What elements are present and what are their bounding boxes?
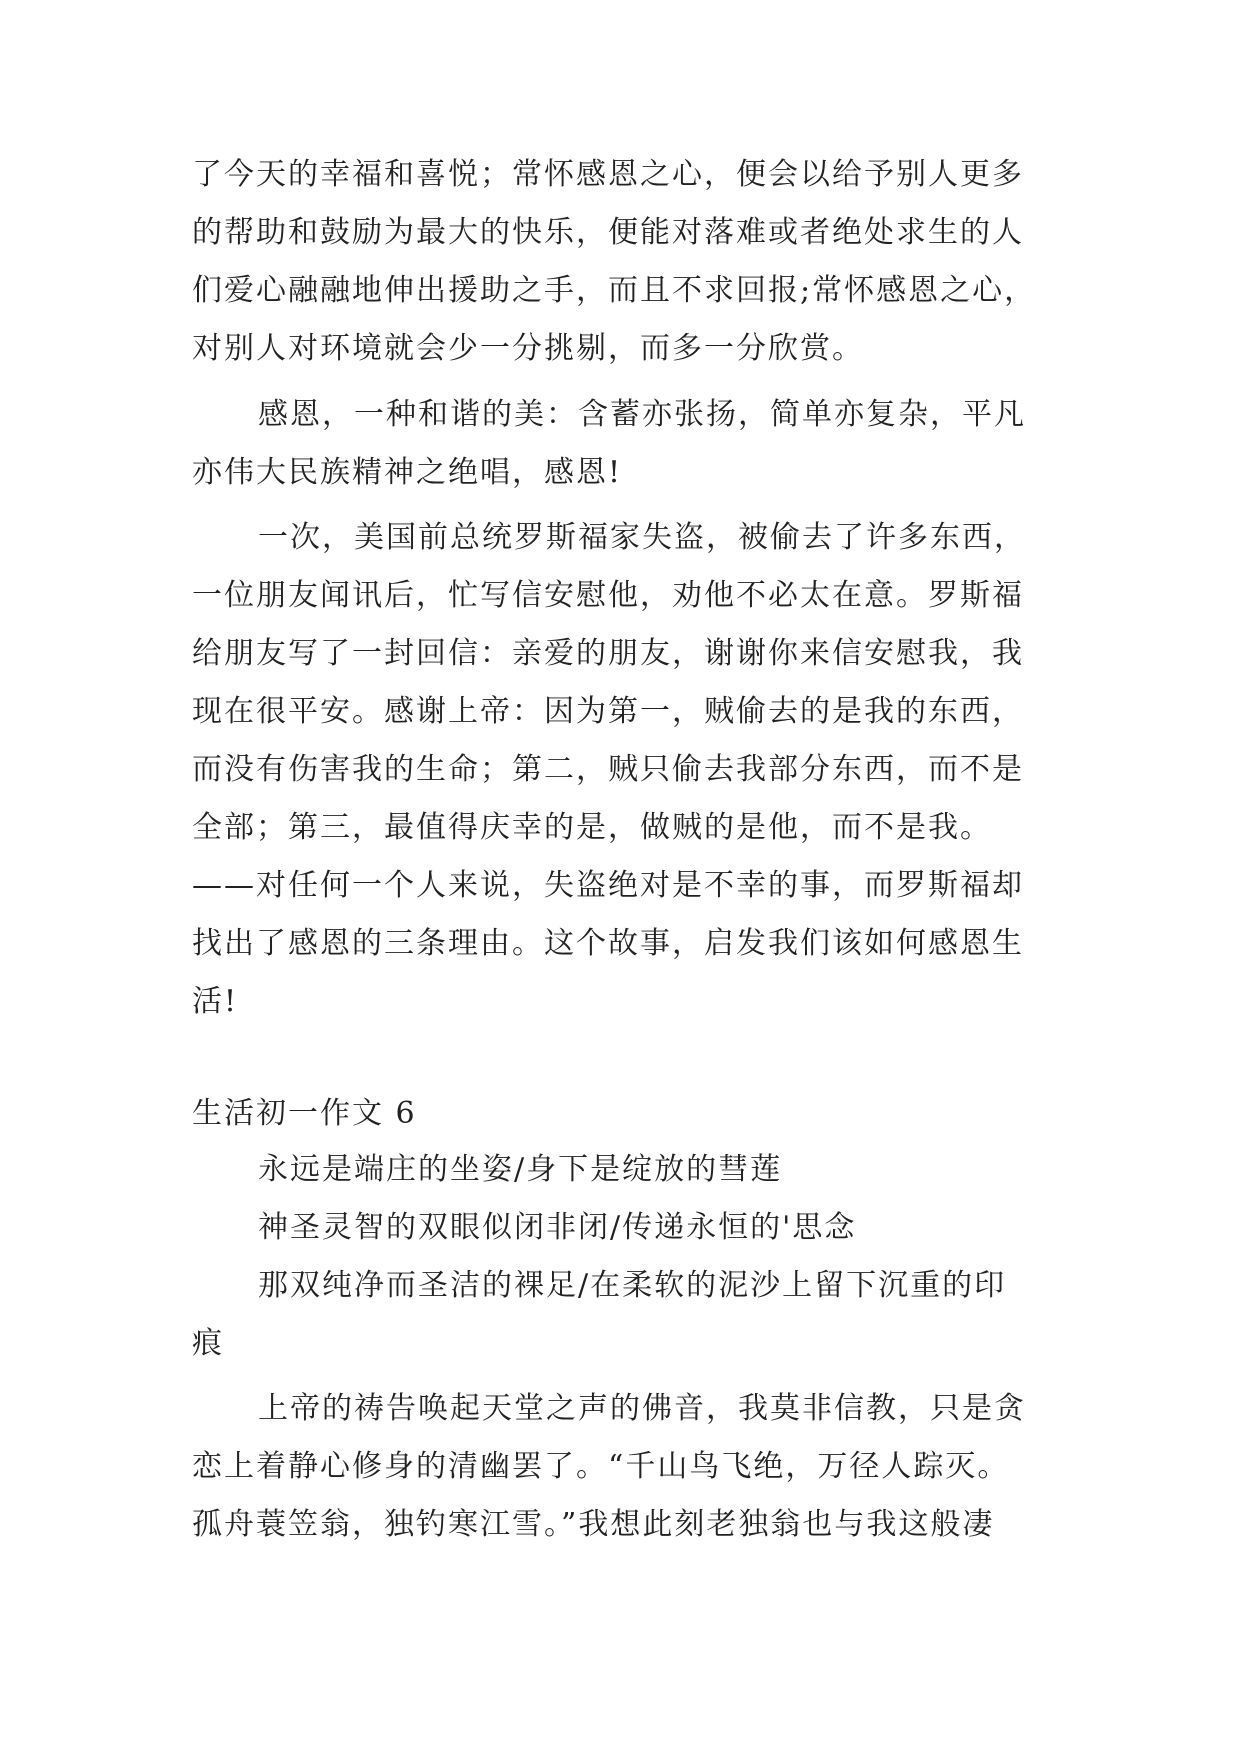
- paragraph-line: 全部；第三，最值得庆幸的是，做贼的是他，而不是我。: [192, 810, 992, 845]
- paragraph-line: 们爱心融融地伸出援助之手，而且不求回报;常怀感恩之心，: [192, 273, 1037, 308]
- paragraph-line: 亦伟大民族精神之绝唱，感恩!: [192, 455, 623, 490]
- paragraph-line: 现在很平安。感谢上帝：因为第一，贼偷去的是我的东西，: [192, 694, 1024, 729]
- section-heading: 生活初一作文 6: [192, 1096, 417, 1131]
- paragraph-line: 恋上着静心修身的清幽罢了。“千山鸟飞绝，万径人踪灭。: [192, 1449, 1010, 1484]
- paragraph-line: 一次，美国前总统罗斯福家失盗，被偷去了许多东西，: [258, 520, 1026, 555]
- poem-line: 痕: [192, 1326, 224, 1361]
- paragraph-line: 对别人对环境就会少一分挑剔，而多一分欣赏。: [192, 331, 864, 366]
- paragraph-line: 孤舟蓑笠翁，独钓寒江雪。”我想此刻老独翁也与我这般凄: [192, 1507, 995, 1542]
- paragraph-line: 给朋友写了一封回信：亲爱的朋友，谢谢你来信安慰我，我: [192, 636, 1024, 671]
- paragraph-line: 一位朋友闻讯后，忙写信安慰他，劝他不必太在意。罗斯福: [192, 578, 1024, 613]
- poem-line: 永远是端庄的坐姿/身下是绽放的彗莲: [258, 1152, 783, 1187]
- paragraph-line: 找出了感恩的三条理由。这个故事，启发我们该如何感恩生: [192, 926, 1024, 961]
- paragraph-line: 上帝的祷告唤起天堂之声的佛音，我莫非信教，只是贪: [258, 1391, 1026, 1426]
- paragraph-line: 活!: [192, 984, 239, 1019]
- paragraph-line: 的帮助和鼓励为最大的快乐，便能对落难或者绝处求生的人: [192, 215, 1024, 250]
- paragraph-line: 了今天的幸福和喜悦；常怀感恩之心，便会以给予别人更多: [192, 157, 1024, 192]
- poem-line: 那双纯净而圣洁的裸足/在柔软的泥沙上留下沉重的印: [258, 1268, 1007, 1303]
- paragraph-line: 而没有伤害我的生命；第二，贼只偷去我部分东西，而不是: [192, 752, 1024, 787]
- paragraph-line: 感恩，一种和谐的美：含蓄亦张扬，简单亦复杂，平凡: [258, 397, 1026, 432]
- paragraph-line: ——对任何一个人来说，失盗绝对是不幸的事，而罗斯福却: [192, 868, 1024, 903]
- poem-line: 神圣灵智的双眼似闭非闭/传递永恒的'思念: [258, 1210, 857, 1245]
